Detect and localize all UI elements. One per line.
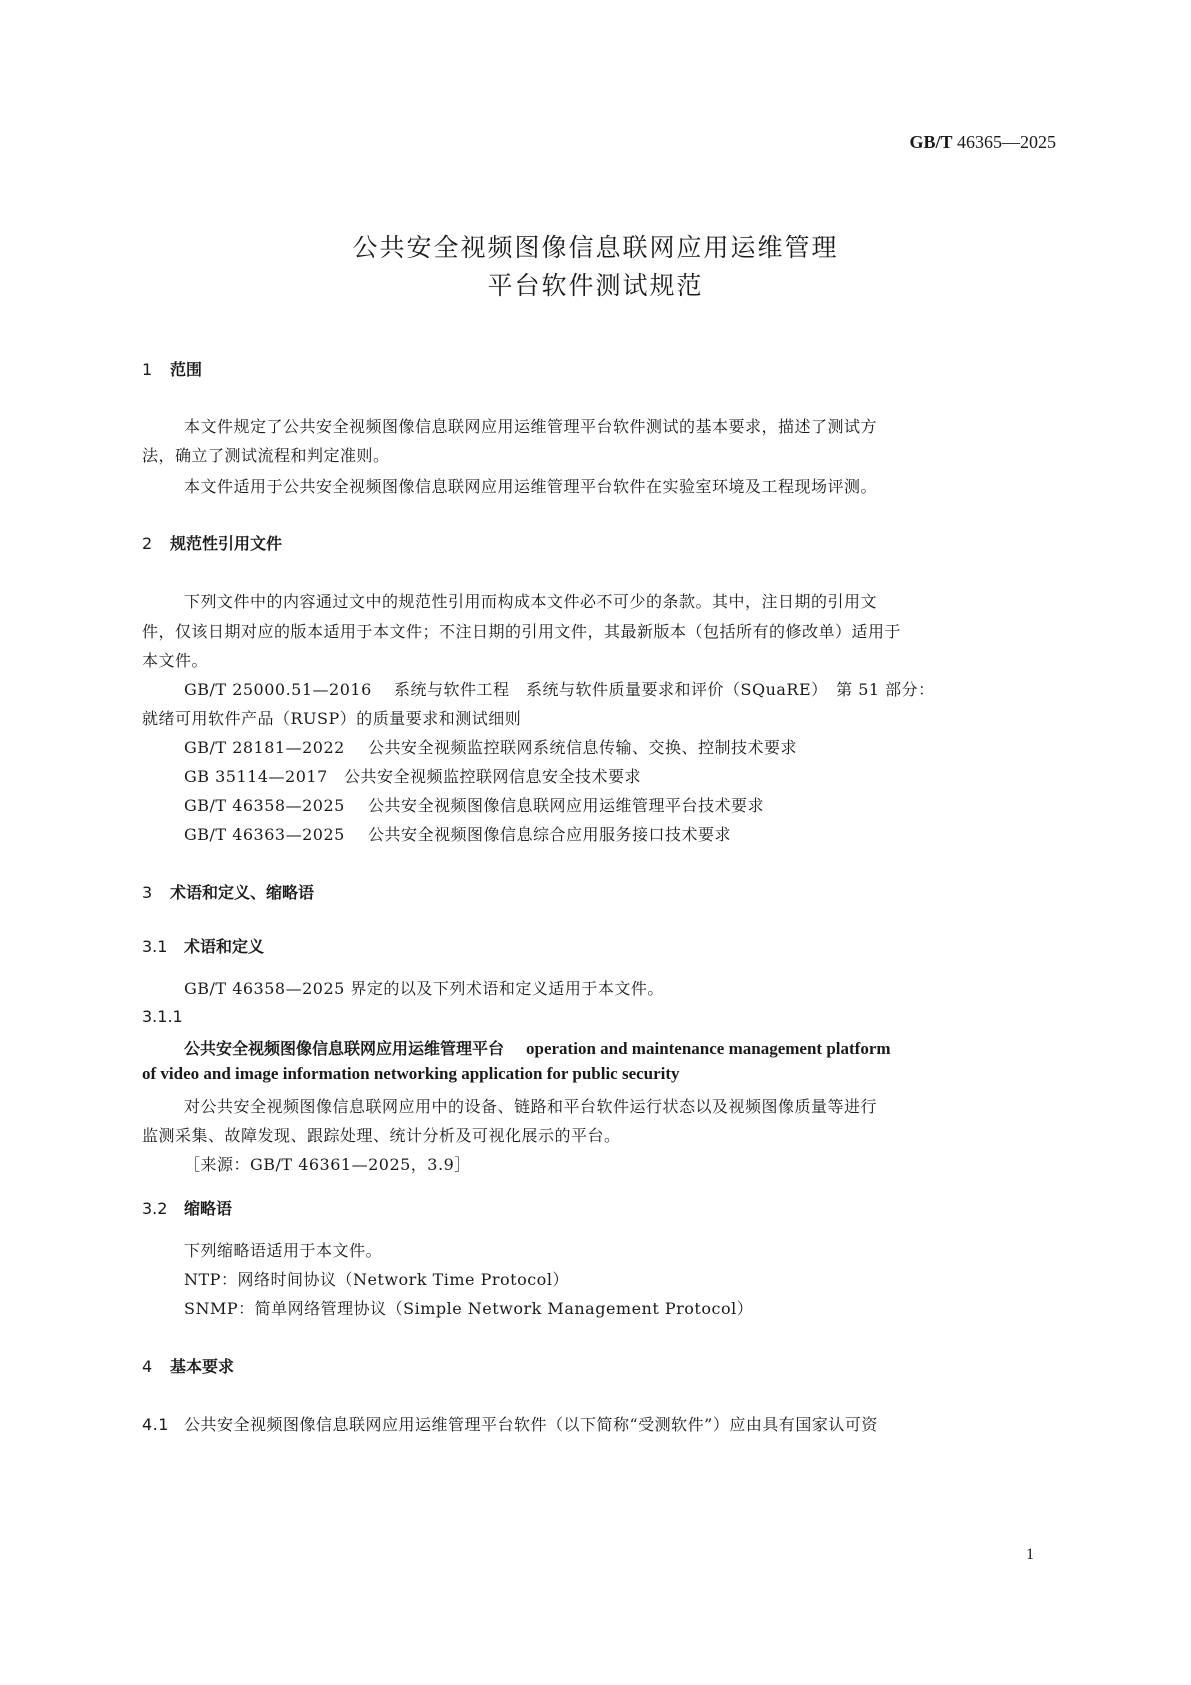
ref-item-cont: 就绪可用软件产品（RUSP）的质量要求和测试细则 [142, 709, 522, 728]
abbr-ntp: NTP：网络时间协议（Network Time Protocol） [184, 1270, 569, 1289]
clause-3-1-1: 3.1.1 [142, 1007, 183, 1026]
term-line-2: of video and image information networking application for public security [142, 1064, 680, 1083]
doc-id-number: 46365—2025 [957, 132, 1056, 152]
definition-source: ［来源：GB/T 46361—2025，3.9］ [184, 1155, 471, 1174]
section-3-2-heading: 3.2 缩略语 [142, 1199, 233, 1218]
document-id [909, 132, 1056, 153]
doc-title-line-1: 公共安全视频图像信息联网应用运维管理 [352, 233, 839, 262]
ref-item: GB 35114—2017 公共安全视频监控联网信息安全技术要求 [184, 767, 642, 786]
ref-item: GB/T 25000.51—2016 系统与软件工程 系统与软件质量要求和评价（SQuaRE） 第 51 部分： [184, 680, 935, 699]
s2-para1-line3: 本文件。 [142, 651, 209, 670]
section-1-heading: 1 范围 [142, 360, 203, 379]
definition-line-1: 对公共安全视频图像信息联网应用中的设备、链路和平台软件运行状态以及视频图像质量等进行 [184, 1097, 878, 1116]
section-4-heading: 4 基本要求 [142, 1357, 235, 1376]
ref-item: GB/T 28181—2022 公共安全视频监控联网系统信息传输、交换、控制技术要求 [184, 738, 798, 757]
s31-para: GB/T 46358—2025 界定的以及下列术语和定义适用于本文件。 [184, 979, 664, 998]
s2-para1-line1: 下列文件中的内容通过文中的规范性引用而构成本文件必不可少的条款。其中，注日期的引用文 [184, 592, 878, 611]
s41-para: 4.1 公共安全视频图像信息联网应用运维管理平台软件（以下简称“受测软件”）应由具有国家认可资 [142, 1415, 878, 1434]
s32-para: 下列缩略语适用于本文件。 [184, 1241, 383, 1260]
s1-para1-line2: 法，确立了测试流程和判定准则。 [142, 446, 390, 465]
section-3-heading: 3 术语和定义、缩略语 [142, 883, 315, 902]
section-3-1-heading: 3.1 术语和定义 [142, 937, 265, 956]
page-number: 1 [1026, 1546, 1034, 1563]
definition-line-2: 监测采集、故障发现、跟踪处理、统计分析及可视化展示的平台。 [142, 1126, 621, 1145]
term-line-1: 公共安全视频图像信息联网应用运维管理平台 operation and maintenance management platform [184, 1039, 891, 1058]
doc-id-prefix: GB/T [909, 132, 953, 152]
ref-item: GB/T 46358—2025 公共安全视频图像信息联网应用运维管理平台技术要求 [184, 796, 765, 815]
s1-para2: 本文件适用于公共安全视频图像信息联网应用运维管理平台软件在实验室环境及工程现场评测。 [184, 477, 878, 496]
s2-para1-line2: 件，仅该日期对应的版本适用于本文件；不注日期的引用文件，其最新版本（包括所有的修改单）适用于 [142, 622, 902, 641]
s1-para1-line1: 本文件规定了公共安全视频图像信息联网应用运维管理平台软件测试的基本要求，描述了测试方 [184, 417, 878, 436]
doc-title-line-2: 平台软件测试规范 [487, 271, 704, 300]
abbr-snmp: SNMP：简单网络管理协议（Simple Network Management Protocol） [184, 1299, 754, 1318]
ref-item: GB/T 46363—2025 公共安全视频图像信息综合应用服务接口技术要求 [184, 825, 732, 844]
section-2-heading: 2 规范性引用文件 [142, 534, 283, 553]
